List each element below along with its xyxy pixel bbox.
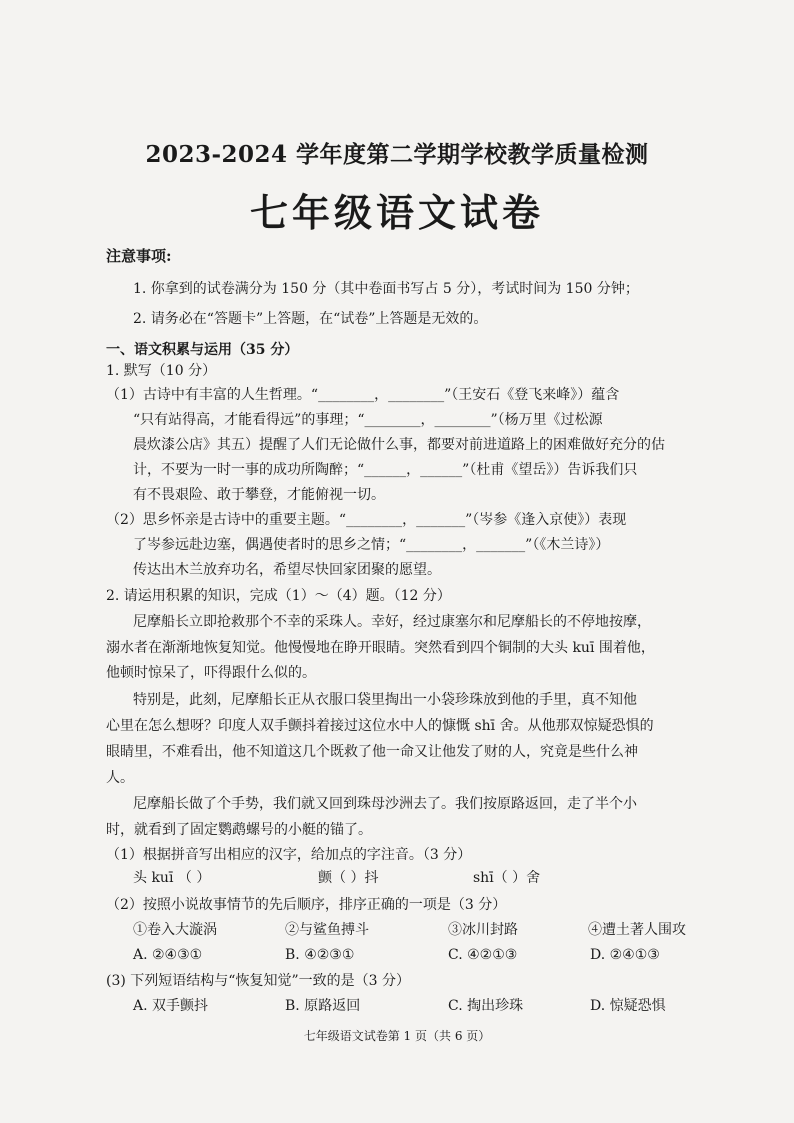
q1-1-line-5: 有不畏艰险、敢于攀登，才能俯视一切。 (133, 487, 385, 503)
passage-2-line-2: 心里在怎么想呀？印度人双手颤抖着接过这位水中人的慷慨 shī 舍。从他那双惊疑恐惧的 (106, 718, 654, 734)
blank-chan: 颤（ ）抖 (318, 870, 379, 886)
option-d: D. ②④①③ (590, 947, 660, 963)
option-c: C. ④②①③ (448, 947, 518, 963)
question-2-heading: 2. 请运用积累的知识，完成（1）～（4）题。（12 分） (106, 588, 451, 604)
question-1-heading: 1. 默写（10 分） (106, 363, 217, 379)
option-c: C. 掏出珍珠 (448, 998, 524, 1014)
passage-2-line-1: 特别是，此刻，尼摩船长正从衣服口袋里掏出一小袋珍珠放到他的手里，真不知他 (133, 692, 637, 708)
option-a: A. ②④③① (133, 947, 203, 963)
exam-subtitle: 七年级语文试卷 (249, 190, 544, 235)
passage-2-line-4: 人。 (106, 770, 134, 786)
option-b: B. ④②③① (285, 947, 355, 963)
option-d: D. 惊疑恐惧 (590, 998, 666, 1014)
q1-1-line-4: 计，不要为一时一事的成功所陶醉；“______，______”（杜甫《望岳》）告诉我们只 (133, 462, 638, 478)
exam-title: 2023-2024 学年度第二学期学校教学质量检测 (145, 141, 649, 168)
notice-item-1: 1. 你拿到的试卷满分为 150 分（其中卷面书写占 5 分），考试时间为 150 分钟； (133, 281, 639, 297)
q1-1-line-1: （1）古诗中有丰富的人生哲理。“________，________”（王安石《登飞来峰》）蕴含 (106, 387, 620, 403)
passage-2-line-3: 眼睛里，不难看出，他不知道这几个既救了他一命又让他发了财的人，究竟是些什么神 (106, 744, 638, 760)
q1-2-line-2: 了岑参远赴边塞，偶遇使者时的思乡之情；“________，_______”（《木兰诗》） (133, 537, 610, 553)
q1-2-line-3: 传达出木兰放弃功名，希望尽快回家团聚的愿望。 (133, 562, 441, 578)
option-a: A. 双手颤抖 (133, 998, 209, 1014)
blank-shi: shī（ ）舍 (473, 870, 541, 886)
passage-3-line-2: 时，就看到了固定鹦鹉螺号的小艇的锚了。 (106, 822, 372, 838)
blank-kui: 头 kuī （ ） (133, 870, 211, 886)
q1-1-line-3: 晨炊漆公店》其五）提醒了人们无论做什么事，都要对前进道路上的困难做好充分的估 (133, 437, 665, 453)
sub-question-2: （2）按照小说故事情节的先后顺序，排序正确的一项是（3 分） (106, 897, 507, 913)
plot-event: ②与鲨鱼搏斗 (285, 922, 369, 938)
plot-event: ④遭土著人围攻 (588, 922, 686, 938)
sub-question-1: （1）根据拼音写出相应的汉字，给加点的字注音。（3 分） (106, 847, 472, 863)
option-b: B. 原路返回 (285, 998, 361, 1014)
passage-3-line-1: 尼摩船长做了个手势，我们就又回到珠母沙洲去了。我们按原路返回，走了半个小 (133, 796, 637, 812)
notice-item-2: 2. 请务必在“答题卡”上答题，在“试卷”上答题是无效的。 (133, 311, 488, 327)
section-1-heading: 一、语文积累与运用（35 分） (106, 342, 299, 358)
page-footer: 七年级语文试卷第 1 页（共 6 页） (303, 1029, 491, 1043)
passage-1-line-3: 他顿时惊呆了，吓得跟什么似的。 (106, 665, 316, 681)
passage-1-line-2: 溺水者在渐渐地恢复知觉。他慢慢地在睁开眼睛。突然看到四个铜制的大头 kuī 围着他， (106, 640, 655, 656)
q1-2-line-1: （2）思乡怀亲是古诗中的重要主题。“________，_______”（岑参《逢入京使》）表现 (106, 512, 627, 528)
passage-1-line-1: 尼摩船长立即抢救那个不幸的采珠人。幸好，经过康塞尔和尼摩船长的不停地按摩， (133, 614, 651, 630)
notice-heading: 注意事项: (106, 247, 172, 265)
q1-1-line-2: “只有站得高，才能看得远”的事理；“________，________”（杨万里《过松源 (133, 412, 603, 428)
plot-event: ③冰川封路 (448, 922, 518, 938)
sub-question-3: (3) 下列短语结构与“恢复知觉”一致的是（3 分） (106, 973, 410, 989)
plot-event: ①卷入大漩涡 (133, 922, 217, 938)
